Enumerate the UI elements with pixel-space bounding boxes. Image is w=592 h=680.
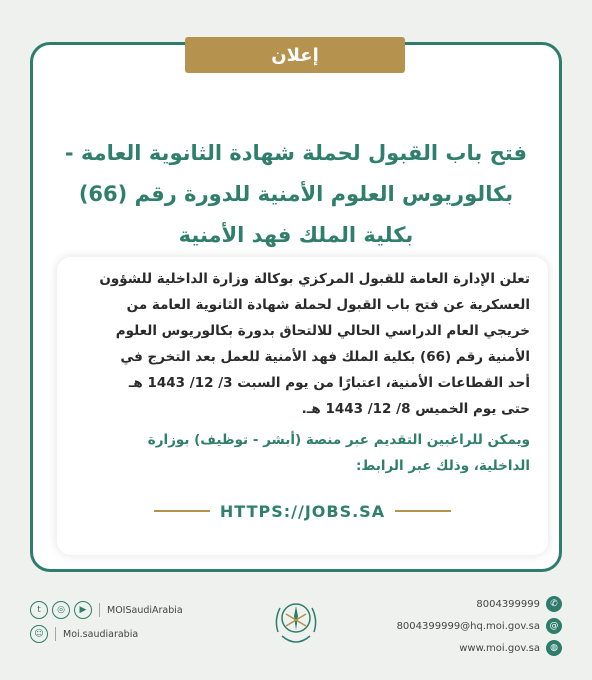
snapchat-icon[interactable]: ☺ [30,625,48,643]
divider [154,510,210,512]
youtube-icon[interactable]: ▶ [74,601,92,619]
headline-line: بكالوريوس العلوم الأمنية للدورة رقم (66) [78,182,514,206]
apply-paragraph [75,427,530,479]
contact-phone [476,594,562,614]
body-paragraph [75,266,530,422]
body-line: تعلن الإدارة العامة للقبول المركزي بوكالة وزارة الداخلية للشؤون [99,271,530,287]
jobs-link[interactable]: HTTPS://JOBS.SA [219,501,386,521]
apply-line: ويمكن للراغبين التقديم عبر منصة (أبشر - توظيف) بوزارة [147,432,530,448]
link-row [57,499,548,523]
announcement-headline [42,133,550,256]
contact-email [397,616,562,636]
body-line: حتى يوم الخميس 8/ 12/ 1443 هـ. [301,401,530,417]
body-line: أحد القطاعات الأمنية، اعتبارًا من يوم السبت 3/ 12/ 1443 هـ [128,375,530,391]
twitter-icon[interactable]: t [30,601,48,619]
divider [395,510,451,512]
globe-icon: ◍ [546,640,562,656]
contact-website [459,638,562,658]
headline-line: بكلية الملك فهد الأمنية [178,223,414,247]
body-line: العسكرية عن فتح باب القبول لحملة شهادة الثانوية العامة من [126,297,530,313]
social-row-1 [30,600,183,620]
apply-line: الداخلية، وذلك عبر الرابط: [355,458,530,474]
email-icon: @ [546,618,562,634]
website-url[interactable]: www.moi.gov.sa [459,642,540,654]
phone-icon: ✆ [546,596,562,612]
body-line: خريجي العام الدراسي الحالي للالتحاق بدورة بكالوريوس العلوم [115,323,530,339]
phone-number[interactable]: 8004399999 [476,598,540,610]
footer [0,590,592,670]
social-handle: MOISaudiArabia [107,604,183,616]
social-row-2 [30,624,138,644]
moi-emblem-icon [264,596,328,656]
social-handle: Moi.saudiarabia [63,628,139,640]
announcement-badge: إعلان [185,37,405,73]
divider [99,603,100,617]
headline-line: فتح باب القبول لحملة شهادة الثانوية العامة - [64,141,528,165]
email-address[interactable]: 8004399999@hq.moi.gov.sa [396,620,540,632]
body-line: الأمنية رقم (66) بكلية الملك فهد الأمنية للعمل بعد التخرج في [120,349,530,365]
instagram-icon[interactable]: ◎ [52,601,70,619]
announcement-body-box [57,257,548,555]
divider [55,627,56,641]
